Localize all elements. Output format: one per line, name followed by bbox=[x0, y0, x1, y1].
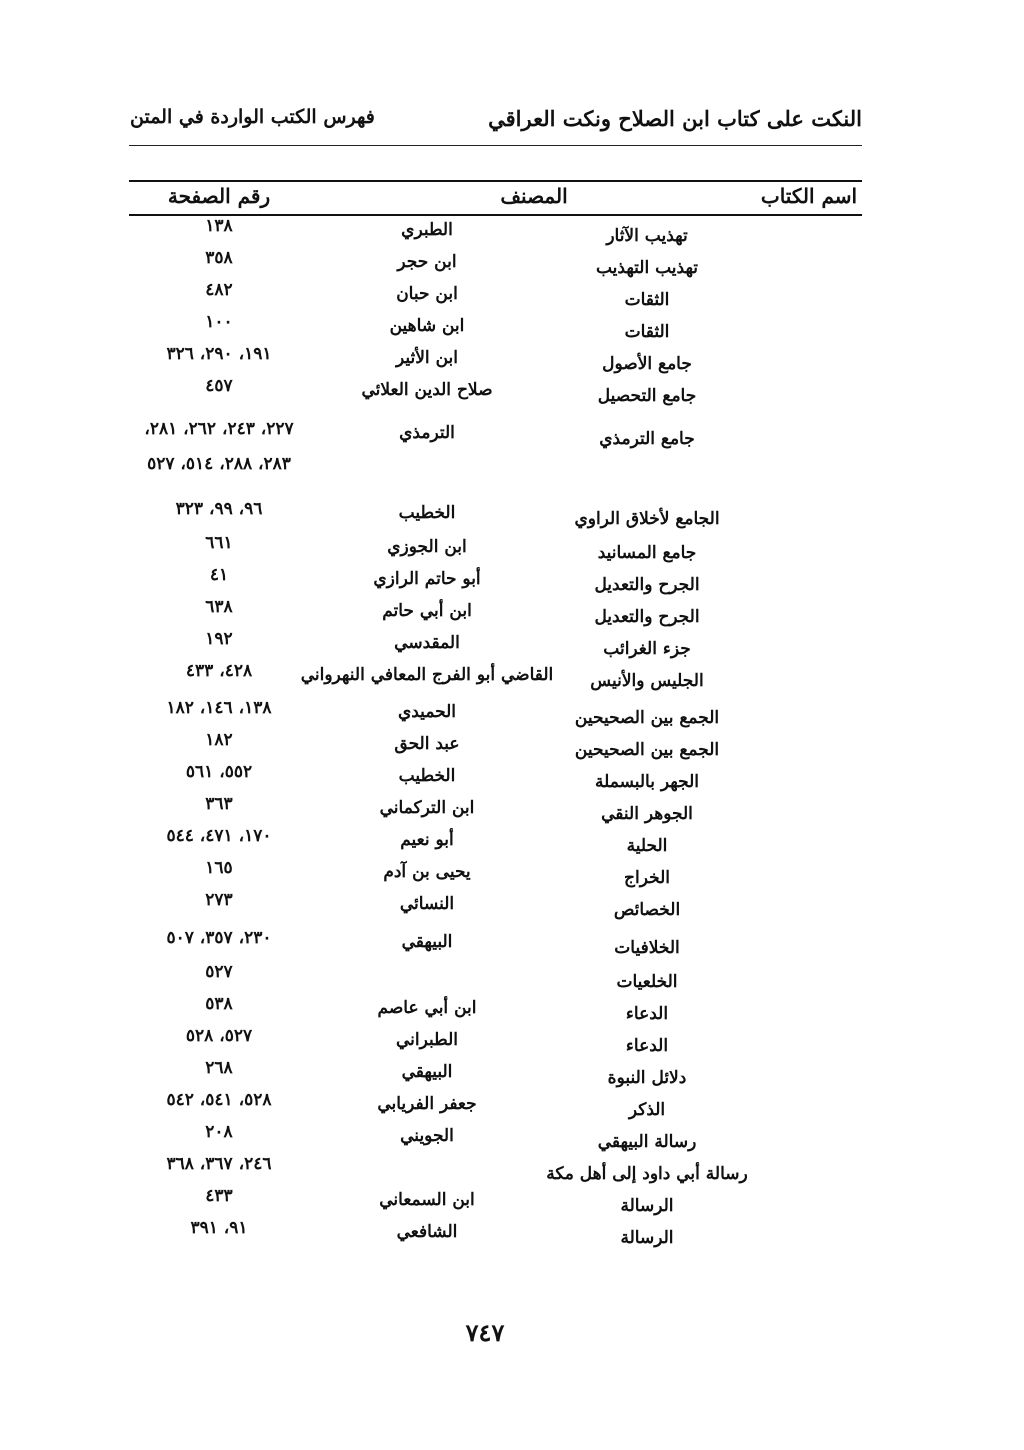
table-row bbox=[129, 890, 862, 924]
table-row bbox=[129, 344, 862, 378]
table-row bbox=[129, 216, 862, 250]
table-row bbox=[129, 419, 862, 453]
book-title-cell: الجمع بين الصحيحين bbox=[574, 740, 720, 760]
book-title-cell: رسالة البيهقي bbox=[597, 1132, 697, 1152]
book-title-cell: الجليس والأنيس bbox=[590, 671, 704, 691]
page-numbers-cell: ٢٢٧، ٢٤٣، ٢٦٢، ٢٨١، bbox=[144, 419, 294, 439]
author-cell: الخطيب bbox=[398, 503, 456, 523]
page-numbers-cell: ٥٢٨، ٥٤١، ٥٤٢ bbox=[166, 1090, 272, 1110]
book-title-cell: الخراج bbox=[624, 868, 670, 888]
author-cell: الترمذي bbox=[399, 423, 455, 443]
book-title-cell: الجمع بين الصحيحين bbox=[574, 708, 720, 728]
table-row bbox=[129, 1122, 862, 1156]
table-top-rule bbox=[129, 180, 862, 182]
table-row bbox=[129, 312, 862, 346]
book-title-cell: الجرح والتعديل bbox=[594, 607, 700, 627]
book-title-cell: الرسالة bbox=[620, 1228, 674, 1248]
author-cell: ابن شاهين bbox=[389, 316, 465, 336]
table-row bbox=[129, 826, 862, 860]
author-cell: يحيى بن آدم bbox=[383, 862, 471, 882]
book-title-cell: الحلية bbox=[626, 836, 668, 856]
book-title-cell: تهذيب التهذيب bbox=[595, 258, 699, 278]
page-numbers-cell: ٣٥٨ bbox=[205, 248, 233, 268]
table-row bbox=[129, 1154, 862, 1188]
author-cell: جعفر الفريابي bbox=[377, 1094, 477, 1114]
book-title-cell: الدعاء bbox=[625, 1036, 669, 1056]
page-numbers-cell: ٦٦١ bbox=[205, 533, 233, 553]
author-cell: الحميدي bbox=[397, 702, 457, 722]
author-cell: ابن السمعاني bbox=[379, 1190, 475, 1210]
author-cell: صلاح الدين العلائي bbox=[361, 380, 493, 400]
page-numbers-cell: ١٨٢ bbox=[205, 730, 233, 750]
table-row bbox=[129, 565, 862, 599]
table-row bbox=[129, 1186, 862, 1220]
table-row bbox=[129, 533, 862, 567]
page-number: ٧٤٧ bbox=[465, 1318, 505, 1347]
page-numbers-cell: ٥٥٢، ٥٦١ bbox=[185, 762, 253, 782]
table-row bbox=[129, 762, 862, 796]
book-title-cell: رسالة أبي داود إلى أهل مكة bbox=[546, 1164, 748, 1184]
author-cell: ابن الجوزي bbox=[387, 537, 467, 557]
author-cell: عبد الحق bbox=[394, 734, 460, 754]
page-numbers-cell: ٢٨٣، ٢٨٨، ٥١٤، ٥٢٧ bbox=[147, 454, 291, 474]
page-numbers-cell: ٤١ bbox=[209, 565, 229, 585]
table-row bbox=[129, 597, 862, 631]
book-title-cell: الرسالة bbox=[620, 1196, 674, 1216]
table-row bbox=[129, 928, 862, 962]
author-cell: الجويني bbox=[400, 1126, 454, 1146]
table-row bbox=[129, 1026, 862, 1060]
page-numbers-cell: ٥٢٧ bbox=[205, 962, 233, 982]
page-numbers-cell: ١٣٨، ١٤٦، ١٨٢ bbox=[166, 698, 272, 718]
page-numbers-cell: ٢٣٠، ٣٥٧، ٥٠٧ bbox=[166, 928, 272, 948]
book-title-cell: الجرح والتعديل bbox=[594, 575, 700, 595]
table-row bbox=[129, 698, 862, 732]
author-cell: الطبري bbox=[401, 220, 453, 240]
book-title-cell: جامع المسانيد bbox=[597, 543, 697, 563]
page-numbers-cell: ١٩٢ bbox=[205, 629, 233, 649]
author-cell: الخطيب bbox=[398, 766, 456, 786]
author-cell: ابن حجر bbox=[397, 252, 457, 272]
author-cell: القاضي أبو الفرج المعافي النهرواني bbox=[300, 665, 554, 685]
page-numbers-cell: ١٩١، ٢٩٠، ٣٢٦ bbox=[166, 344, 272, 364]
book-title-cell: الخلعيات bbox=[616, 972, 678, 992]
author-cell: المقدسي bbox=[394, 633, 460, 653]
author-cell: الشافعي bbox=[396, 1222, 458, 1242]
author-cell: النسائي bbox=[399, 894, 455, 914]
page-numbers-cell: ٤٨٢ bbox=[205, 280, 233, 300]
running-head-book-title: النكت على كتاب ابن الصلاح ونكت العراقي bbox=[488, 106, 862, 131]
book-title-cell: جامع الترمذي bbox=[599, 429, 695, 449]
author-cell: أبو نعيم bbox=[400, 830, 454, 850]
book-title-cell: الخلافيات bbox=[614, 938, 680, 958]
page-numbers-cell: ١٦٥ bbox=[205, 858, 233, 878]
book-title-cell: الثقات bbox=[624, 290, 670, 310]
page-numbers-cell: ٥٣٨ bbox=[205, 994, 233, 1014]
header-divider bbox=[129, 145, 862, 146]
table-row bbox=[129, 1058, 862, 1092]
table-row bbox=[129, 1090, 862, 1124]
table-row bbox=[129, 962, 862, 996]
book-title-cell: الدعاء bbox=[625, 1004, 669, 1024]
table-row bbox=[129, 1218, 862, 1252]
author-cell: الطبراني bbox=[396, 1030, 458, 1050]
page-numbers-cell: ٩١، ٣٩١ bbox=[190, 1218, 248, 1238]
table-row bbox=[129, 376, 862, 410]
column-header-book: اسم الكتاب bbox=[760, 184, 858, 208]
table-row bbox=[129, 499, 862, 533]
table-row bbox=[129, 248, 862, 282]
book-title-cell: الذكر bbox=[628, 1100, 666, 1120]
book-title-cell: الجهر بالبسملة bbox=[595, 772, 699, 792]
author-cell: أبو حاتم الرازي bbox=[373, 569, 481, 589]
table-row bbox=[129, 454, 862, 488]
column-header-author: المصنف bbox=[500, 184, 568, 208]
page-numbers-cell: ١٧٠، ٤٧١، ٥٤٤ bbox=[166, 826, 272, 846]
table-row bbox=[129, 994, 862, 1028]
page-numbers-cell: ١٣٨ bbox=[205, 216, 233, 236]
page-numbers-cell: ٩٦، ٩٩، ٣٢٣ bbox=[175, 499, 263, 519]
book-title-cell: الخصائص bbox=[613, 900, 681, 920]
page-numbers-cell: ١٠٠ bbox=[205, 312, 233, 332]
book-title-cell: جامع الأصول bbox=[602, 354, 692, 374]
book-title-cell: دلائل النبوة bbox=[607, 1068, 687, 1088]
page-numbers-cell: ٢٧٣ bbox=[205, 890, 233, 910]
page-numbers-cell: ٢٤٦، ٣٦٧، ٣٦٨ bbox=[166, 1154, 272, 1174]
page-numbers-cell: ٢٦٨ bbox=[205, 1058, 233, 1078]
running-head-section-title: فهرس الكتب الواردة في المتن bbox=[130, 106, 375, 128]
table-row bbox=[129, 730, 862, 764]
book-title-cell: جزء الغرائب bbox=[603, 639, 691, 659]
book-title-cell: الجوهر النقي bbox=[601, 804, 693, 824]
table-row bbox=[129, 629, 862, 663]
author-cell: البيهقي bbox=[401, 932, 453, 952]
author-cell: ابن حبان bbox=[396, 284, 458, 304]
page-numbers-cell: ٦٣٨ bbox=[205, 597, 233, 617]
table-row bbox=[129, 858, 862, 892]
page-numbers-cell: ٢٠٨ bbox=[205, 1122, 233, 1142]
author-cell: البيهقي bbox=[401, 1062, 453, 1082]
column-header-pages: رقم الصفحة bbox=[167, 184, 271, 208]
book-title-cell: تهذيب الآثار bbox=[606, 226, 688, 246]
author-cell: ابن التركماني bbox=[379, 798, 475, 818]
author-cell: ابن الأثير bbox=[396, 348, 458, 368]
author-cell: ابن أبي حاتم bbox=[382, 601, 472, 621]
page-numbers-cell: ٣٦٣ bbox=[205, 794, 233, 814]
book-title-cell: الجامع لأخلاق الراوي bbox=[574, 509, 720, 529]
table-row bbox=[129, 661, 862, 695]
book-title-cell: الثقات bbox=[624, 322, 670, 342]
page-numbers-cell: ٤٥٧ bbox=[205, 376, 233, 396]
page-numbers-cell: ٤٣٣ bbox=[205, 1186, 233, 1206]
page-numbers-cell: ٥٢٧، ٥٢٨ bbox=[185, 1026, 253, 1046]
table-row bbox=[129, 280, 862, 314]
author-cell: ابن أبي عاصم bbox=[377, 998, 477, 1018]
book-title-cell: جامع التحصيل bbox=[597, 386, 697, 406]
table-row bbox=[129, 794, 862, 828]
page-numbers-cell: ٤٢٨، ٤٣٣ bbox=[185, 661, 253, 681]
